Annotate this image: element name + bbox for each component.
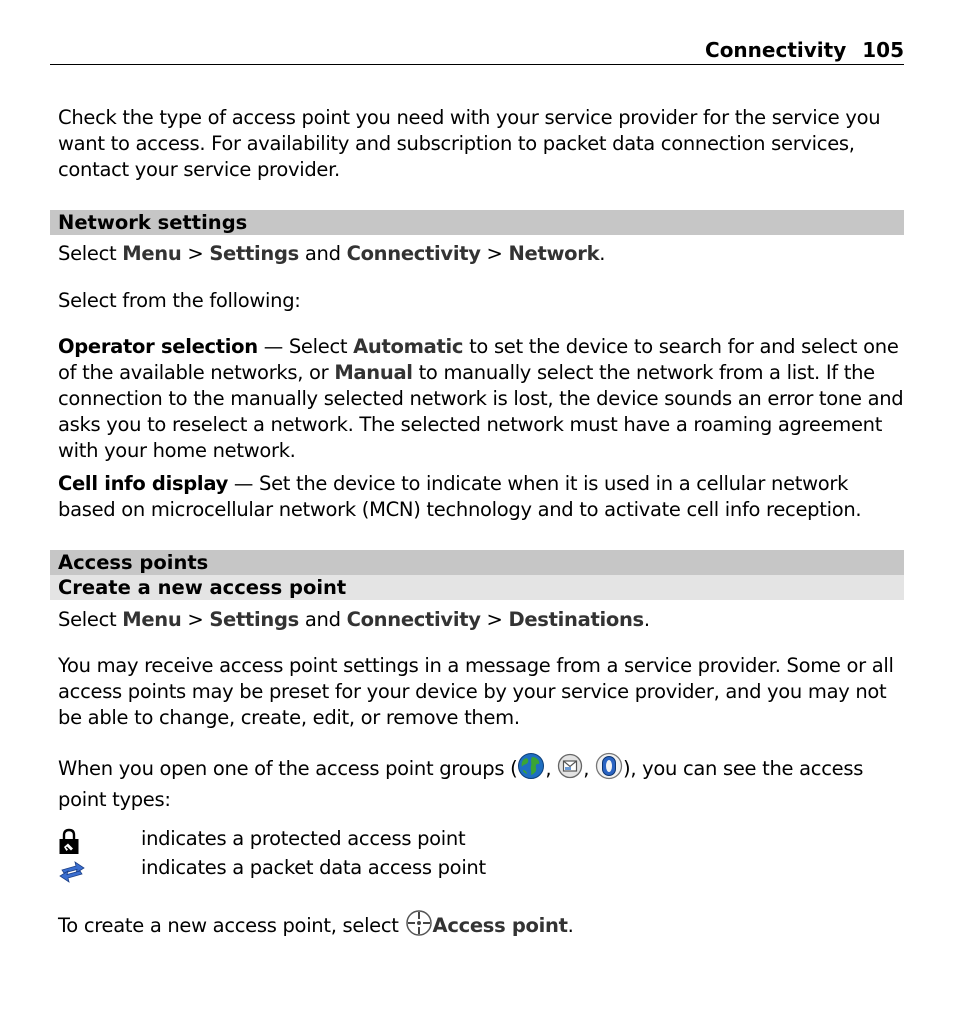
connectivity-link: Connectivity [346,242,481,265]
settings-link: Settings [209,608,299,631]
cell-info-display-term: Cell info display [58,472,228,495]
protected-lock-icon [58,828,80,863]
connectivity-link: Connectivity [346,608,481,631]
access-point-option: Access point [432,914,568,937]
network-link: Network [508,242,600,265]
operator-selection-item: Operator selection — Select Automatic to set the device to search for and select one of the available networks, or Manual to manually select the network from a list. If the connection to the manually selected network is lost, the device sounds an error tone and asks you to reselect a network. The selected network must have a roaming agreement with your home network. [58,335,904,462]
mms-message-icon [557,753,583,786]
access-point-groups-paragraph: When you open one of the access point groups ( , , ), you can see the access point types: [58,752,904,813]
internet-globe-icon [517,752,545,787]
operator-zero-icon [595,752,623,787]
menu-link: Menu [122,608,182,631]
section-heading-access-points: Access points [50,550,904,575]
section-heading-network-settings: Network settings [50,210,904,235]
legend-text-protected: indicates a protected access point [141,827,466,850]
intro-paragraph: Check the type of access point you need with your service provider for the service you want to access. For availability and subscription to packet data connection services, contact your service provider. [58,106,881,181]
manual-option: Manual [334,361,413,384]
new-access-point-icon [405,909,433,944]
settings-link: Settings [209,242,299,265]
packet-data-arrows-icon [58,860,86,891]
access-menu-path: Select Menu > Settings and Connectivity > Destinations. [58,608,650,631]
select-from-text: Select from the following: [58,289,301,312]
destinations-link: Destinations [508,608,644,631]
create-access-point-paragraph: To create a new access point, select Access point. [58,909,904,944]
cell-info-display-item: Cell info display — Set the device to indicate when it is used in a cellular network based on microcellular network (MCN) technology and to activate cell info reception. [58,472,862,521]
legend-text-packet-data: indicates a packet data access point [141,856,486,879]
subheading-create-access-point: Create a new access point [50,575,904,600]
access-point-settings-paragraph: You may receive access point settings in a message from a service provider. Some or all access points may be preset for your device by your service provider, and you may not be able to change, create, edit, or remove them. [58,654,894,729]
page-number: 105 [862,38,904,62]
page-header [50,36,904,65]
operator-selection-term: Operator selection [58,335,258,358]
network-menu-path: Select Menu > Settings and Connectivity > Network. [58,242,606,265]
menu-link: Menu [122,242,182,265]
automatic-option: Automatic [353,335,464,358]
header-section-title: Connectivity [705,38,847,62]
